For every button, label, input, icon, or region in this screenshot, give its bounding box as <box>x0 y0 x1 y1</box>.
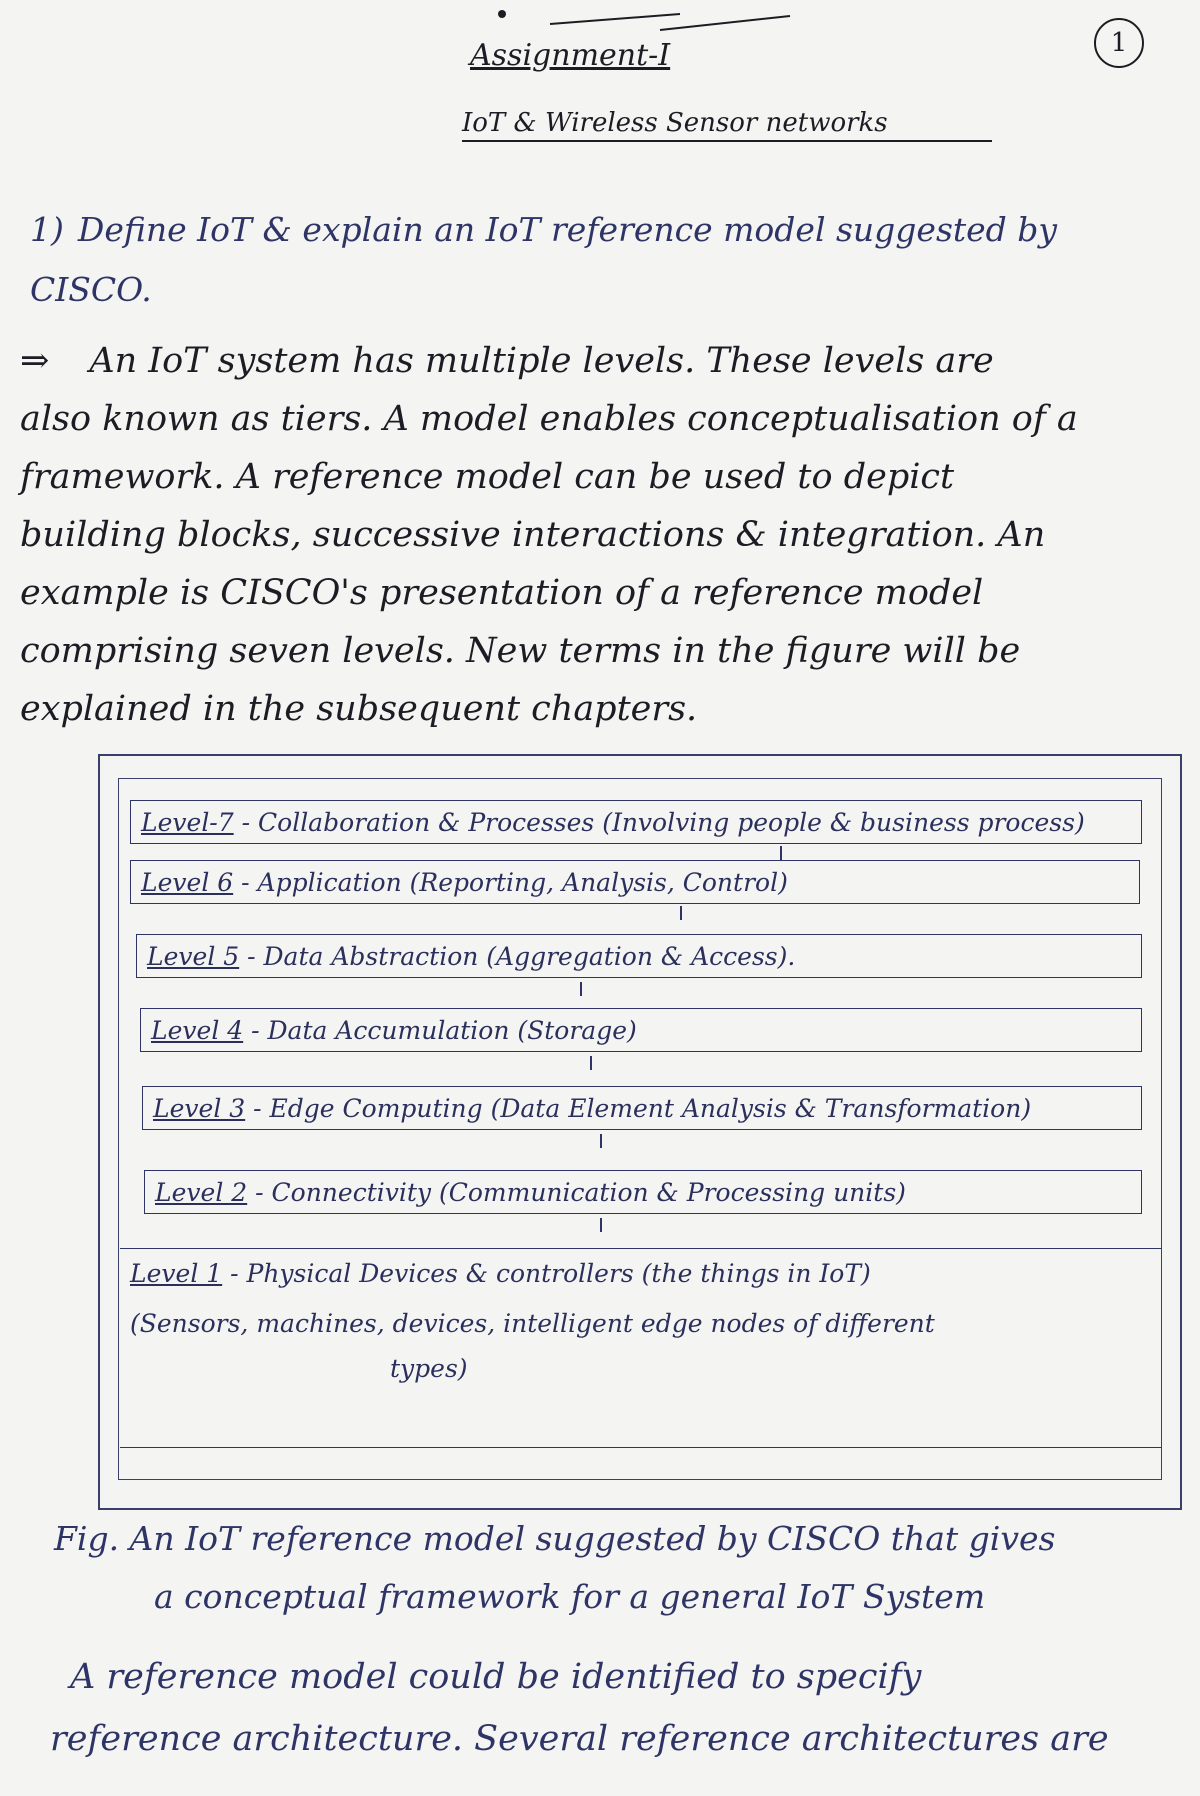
answer-line: comprising seven levels. New terms in the figure will be <box>20 631 1021 671</box>
level-connector <box>580 982 582 996</box>
level-connector <box>780 846 782 860</box>
question-number: 1) <box>30 210 64 249</box>
level-2-box: Level 2 - Connectivity (Communication & Processing units) <box>144 1170 1142 1214</box>
iot-reference-model-figure <box>98 754 1182 1510</box>
answer-line: building blocks, successive interactions & integration. An <box>20 515 1046 555</box>
figure-caption: Fig. An IoT reference model suggested by CISCO that gives a conceptual framework for a general IoT System <box>54 1519 1056 1616</box>
answer-paragraph <box>20 332 1180 738</box>
closing-paragraph: A reference model could be identified to specify reference architecture. Several reference architectures are <box>50 1657 1109 1759</box>
answer-line: example is CISCO's presentation of a reference model <box>20 573 984 613</box>
assignment-title: Assignment-I <box>470 38 671 73</box>
answer-line: framework. A reference model can be used to depict <box>20 457 955 497</box>
answer-line: also known as tiers. A model enables conceptualisation of a <box>20 399 1078 439</box>
level-connector <box>600 1134 602 1148</box>
question <box>30 200 1180 320</box>
level-connector <box>600 1218 602 1232</box>
level-3-box: Level 3 - Edge Computing (Data Element Analysis & Transformation) <box>142 1086 1142 1130</box>
course-subtitle: IoT & Wireless Sensor networks <box>462 108 992 142</box>
level-5-box: Level 5 - Data Abstraction (Aggregation & Access). <box>136 934 1142 978</box>
decorative-lines <box>490 0 910 40</box>
level-connector <box>590 1056 592 1070</box>
level-1-box: Level 1 - Physical Devices & controllers (the things in IoT) (Sensors, machines, devices, intelligent edge nodes of different types) <box>120 1248 1162 1448</box>
level-4-box: Level 4 - Data Accumulation (Storage) <box>140 1008 1142 1052</box>
level-connector <box>680 906 682 920</box>
question-text: Define IoT & explain an IoT reference model suggested by CISCO. <box>30 210 1058 309</box>
answer-line: explained in the subsequent chapters. <box>20 689 698 729</box>
level-6-box: Level 6 - Application (Reporting, Analysis, Control) <box>130 860 1140 904</box>
page-number: 1 <box>1094 18 1144 68</box>
answer-arrow: ⇒ <box>20 341 50 381</box>
level-7-box: Level-7 - Collaboration & Processes (Involving people & business process) <box>130 800 1142 844</box>
answer-line: ⇒ An IoT system has multiple levels. These levels are <box>20 341 994 381</box>
